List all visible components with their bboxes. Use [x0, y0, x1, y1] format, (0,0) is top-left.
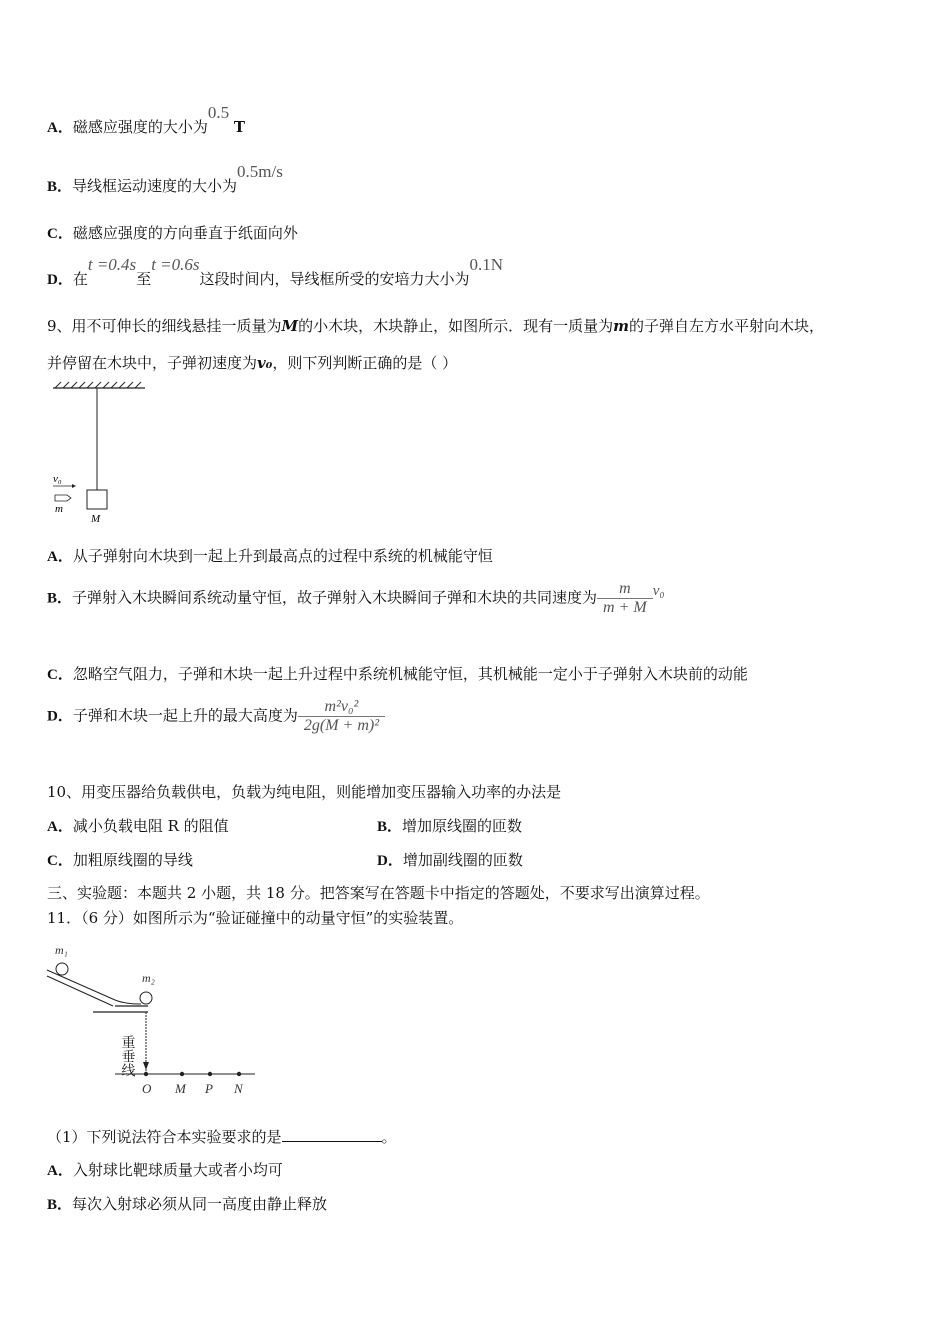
q11-option-b: [47, 1193, 327, 1214]
option-text: 入射球比靶球质量大或者小均可: [72, 1161, 283, 1179]
fig-label-m1: m₁: [55, 943, 68, 957]
stem-text: 9、用不可伸长的细线悬挂一质量为: [47, 317, 282, 335]
math-value: 0.1N: [469, 255, 504, 274]
time-start: t =0.4s: [87, 255, 137, 274]
q10-stem: [47, 781, 561, 802]
ceiling-hatch: [55, 382, 141, 388]
fraction-numerator: m: [619, 580, 631, 597]
option-text: 这段时间内，导线框所受的安培力大小为: [199, 270, 470, 288]
sub-question-end: 。: [381, 1128, 397, 1146]
q8-option-d: [47, 255, 504, 289]
option-text: 减小负载电阻 R 的阻值: [72, 817, 229, 835]
fig-label-P: P: [205, 1081, 213, 1096]
point-N: [237, 1072, 241, 1076]
q10-option-b: [377, 815, 522, 836]
option-label: B．: [47, 1197, 73, 1213]
fig-label-O: O: [142, 1081, 152, 1096]
time-end: t =0.6s: [151, 255, 200, 274]
option-label: D．: [47, 272, 73, 288]
fig-label-M: M: [91, 513, 101, 525]
option-label: C．: [47, 667, 73, 683]
point-M: [180, 1072, 184, 1076]
option-text: 子弹射入木块瞬间系统动量守恒，故子弹射入木块瞬间子弹和木块的共同速度为: [72, 588, 598, 607]
option-label: D．: [377, 853, 403, 869]
math-value: 0.5m/s: [237, 162, 283, 181]
section-text: 三、实验题：本题共 2 小题，共 18 分。把答案写在答题卡中指定的答题处，不要求写出演算过程。: [47, 884, 710, 902]
fraction: [298, 698, 385, 735]
option-text: 加粗原线圈的导线: [72, 851, 193, 869]
fig-label-N: N: [234, 1081, 243, 1096]
q10-option-c: [47, 849, 193, 870]
unit: T: [233, 118, 246, 136]
fig-label-v0: v₀: [53, 473, 62, 485]
fig-label-M: M: [175, 1081, 186, 1096]
option-text: 每次入射球必须从同一高度由静止释放: [72, 1195, 328, 1213]
option-text: 从子弹射向木块到一起上升到最高点的过程中系统的机械能守恒: [72, 547, 493, 565]
q8-option-a: [47, 103, 246, 137]
q9-stem-line2: [47, 352, 457, 373]
option-label: B．: [47, 179, 73, 195]
point-O: [144, 1072, 148, 1076]
stem-text: 的小木块，木块静止，如图所示．现有一质量为: [298, 317, 614, 335]
fig-label-m2: m₂: [142, 971, 155, 985]
option-text: 导线框运动速度的大小为: [72, 177, 238, 195]
bullet: [55, 495, 71, 501]
option-label: B．: [377, 819, 403, 835]
var-m: m: [613, 317, 630, 335]
fraction-denominator: m + M: [597, 598, 653, 617]
option-text: 磁感应强度的大小为: [72, 118, 208, 136]
fraction-denominator: 2g(M + m)²: [298, 716, 385, 735]
ramp-top: [47, 970, 115, 1000]
option-label: C．: [47, 853, 73, 869]
option-label: B．: [47, 590, 73, 607]
section-heading: [47, 882, 710, 903]
option-text: 增加副线圈的匝数: [402, 851, 523, 869]
answer-blank[interactable]: [282, 1127, 382, 1142]
collision-apparatus-figure: [45, 940, 260, 1100]
q11-sub1: [47, 1126, 397, 1147]
option-text: 子弹和木块一起上升的最大高度为: [72, 706, 298, 725]
option-label: A．: [47, 1163, 73, 1179]
option-text: 增加原线圈的匝数: [402, 817, 523, 835]
var-M: M: [281, 317, 299, 335]
option-pre: 在: [72, 270, 88, 288]
fraction-numerator: m²v₀²: [324, 698, 359, 715]
ball-m2: [140, 992, 152, 1004]
option-text: 忽略空气阻力，子弹和木块一起上升过程中系统机械能守恒，其机械能一定小于子弹射入木块前的动能: [72, 665, 748, 683]
stem-text: 的子弹自左方水平射向木块，: [629, 317, 825, 335]
option-label: D．: [47, 708, 73, 725]
ball-m1: [56, 963, 68, 975]
q9-option-a: [47, 545, 493, 566]
option-text: 磁感应强度的方向垂直于纸面向外: [72, 224, 298, 242]
q8-option-b: [47, 162, 283, 196]
ramp-curve: [115, 1000, 141, 1004]
option-mid: 至: [136, 270, 152, 288]
q9-stem-line1: [47, 315, 824, 336]
math-value: 0.5: [207, 103, 230, 122]
stem-text: ，则下列判断正确的是（ ）: [272, 354, 458, 372]
stem-text: 11．（6 分）如图所示为“验证碰撞中的动量守恒”的实验装置。: [47, 909, 464, 927]
q10-option-a: [47, 815, 229, 836]
q8-option-c: [47, 222, 298, 243]
plumb-label: 重垂线: [119, 1035, 135, 1077]
option-label: A．: [47, 549, 73, 565]
pendulum-figure: [45, 378, 155, 526]
fig-label-m: m: [55, 503, 63, 515]
stem-text: 并停留在木块中，子弹初速度为: [47, 354, 258, 372]
q9-option-d: [47, 698, 385, 735]
sub-question-text: （1）下列说法符合本实验要求的是: [47, 1128, 282, 1146]
stem-text: 10、用变压器给负载供电，负载为纯电阻，则能增加变压器输入功率的办法是: [47, 783, 562, 801]
math-tail: v₀: [652, 582, 665, 599]
wood-block: [87, 490, 107, 509]
q11-option-a: [47, 1159, 283, 1180]
q11-stem: [47, 907, 463, 928]
var-v0: v₀: [257, 354, 273, 372]
option-label: C．: [47, 226, 73, 242]
ramp-bottom: [47, 976, 113, 1006]
option-label: A．: [47, 120, 73, 136]
q9-option-c: [47, 663, 748, 684]
q9-option-b: [47, 580, 665, 617]
point-P: [208, 1072, 212, 1076]
option-label: A．: [47, 819, 73, 835]
q10-option-d: [377, 849, 523, 870]
fraction: [597, 580, 653, 617]
